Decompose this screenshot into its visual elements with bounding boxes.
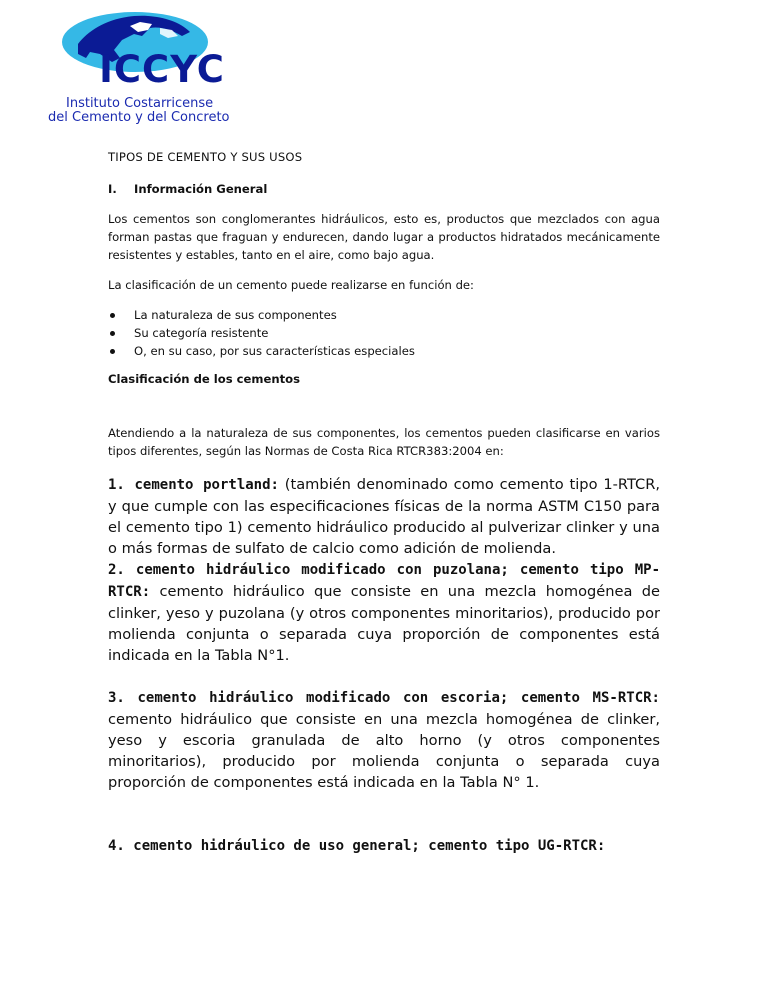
logo-institute-line-2: del Cemento y del Concreto xyxy=(48,110,230,125)
cement-type-3-description: cemento hidráulico que consiste en una mezcla homogénea de clinker, yeso y escoria granulada de alto horno (y otros componentes minoritarios), producido por molienda conjunta o separada cuya proporción de componentes está indicada en la Tabla N° 1. xyxy=(108,711,660,791)
list-item: O, en su caso, por sus características especiales xyxy=(108,342,660,360)
section-heading-informacion-general xyxy=(108,180,660,198)
norm-paragraph: Atendiendo a la naturaleza de sus componentes, los cementos pueden clasificarse en varios tipos diferentes, según las Normas de Costa Rica RTCR383:2004 en: xyxy=(108,426,660,458)
intro-paragraph: Los cementos son conglomerantes hidráulicos, esto es, productos que mezclados con agua forman pastas que fraguan y endurecen, dando lugar a productos hidratados mecánicamente resistentes y estables, tanto en el aire, como bajo agua. xyxy=(108,212,660,262)
cement-type-2-heading: 2. cemento hidráulico modificado con puzolana; cemento tipo MP-RTCR: xyxy=(108,562,660,600)
logo-acronym: ICCYC xyxy=(99,48,225,91)
bullet-icon xyxy=(110,331,115,336)
cement-type-1-heading: 1. cemento portland: xyxy=(108,477,279,493)
logo-institute-line-1: Instituto Costarricense xyxy=(66,96,214,111)
bullet-icon xyxy=(110,349,115,354)
cement-type-3 xyxy=(108,687,660,793)
cement-type-2 xyxy=(108,559,660,666)
cement-type-1-description: (también denominado como cemento tipo 1-RTCR, y que cumple con las especificaciones físicas de la norma ASTM C150 para el cemento tipo 1) cemento hidráulico producido al pulverizar clinker y una o más formas de sulfato de calcio como adición de molienda. xyxy=(108,476,660,557)
section-label: Información General xyxy=(134,182,268,196)
iccyc-logo xyxy=(48,6,268,124)
list-item: Su categoría resistente xyxy=(108,324,660,342)
document-body xyxy=(108,148,660,857)
bullet-icon xyxy=(110,313,115,318)
cement-type-4-heading: 4. cemento hidráulico de uso general; cemento tipo UG-RTCR: xyxy=(108,838,606,854)
classification-lead: La clasificación de un cemento puede realizarse en función de: xyxy=(108,278,474,292)
cement-type-4 xyxy=(108,835,660,857)
cement-type-3-heading: 3. cemento hidráulico modificado con escoria; cemento MS-RTCR: xyxy=(108,690,660,706)
section-number: I. xyxy=(108,182,117,196)
cement-type-2-description: cemento hidráulico que consiste en una mezcla homogénea de clinker, yeso y puzolana (y otros componentes minoritarios), producido por molienda conjunta o separada cuya proporción de componentes está indicada en la Tabla N°1. xyxy=(108,583,660,664)
list-item: La naturaleza de sus componentes xyxy=(108,306,660,324)
cement-type-1 xyxy=(108,474,660,559)
classification-criteria-list xyxy=(108,306,660,360)
classification-heading: Clasificación de los cementos xyxy=(108,372,300,386)
document-title: TIPOS DE CEMENTO Y SUS USOS xyxy=(108,150,303,164)
